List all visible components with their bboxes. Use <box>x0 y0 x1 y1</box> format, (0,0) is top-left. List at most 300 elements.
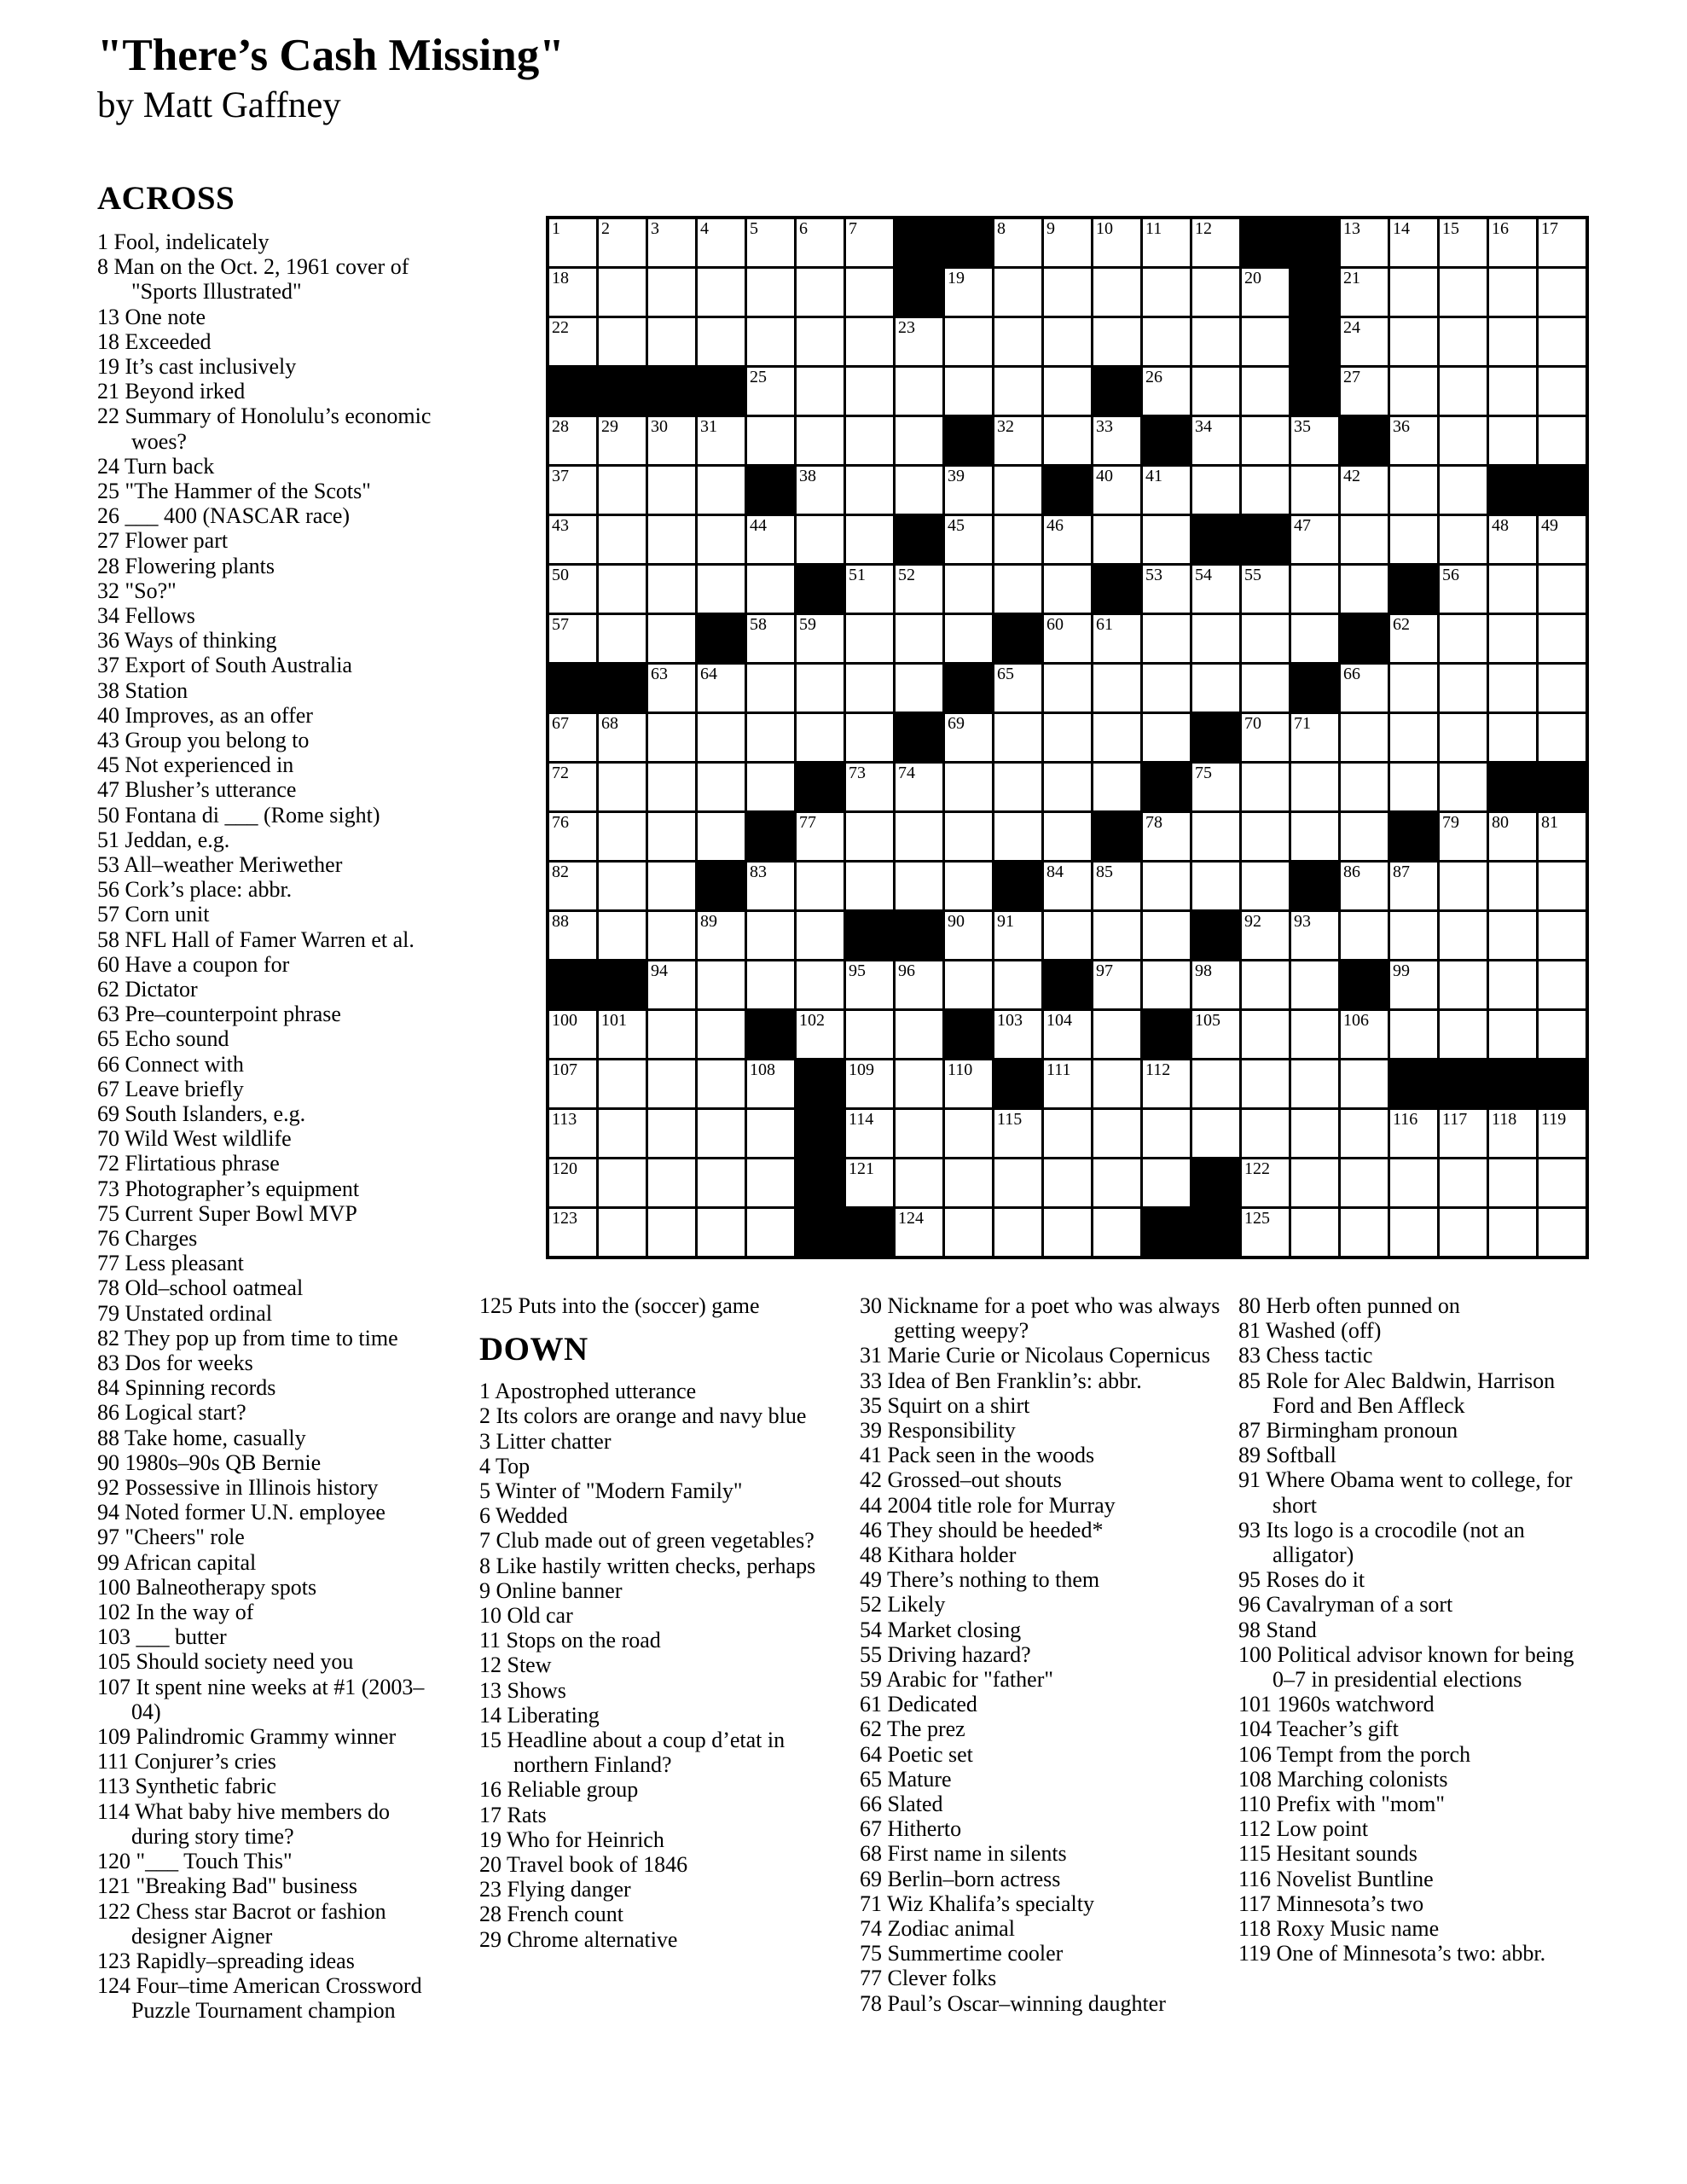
grid-cell[interactable] <box>747 368 794 415</box>
grid-cell[interactable] <box>797 1011 844 1058</box>
grid-cell[interactable] <box>1390 665 1437 712</box>
grid-cell[interactable] <box>994 1110 1041 1157</box>
grid-cell[interactable] <box>1143 863 1190 909</box>
grid-cell[interactable] <box>896 417 942 464</box>
grid-cell[interactable] <box>1440 566 1487 613</box>
grid-cell[interactable] <box>1440 1011 1487 1058</box>
grid-cell[interactable] <box>1390 368 1437 415</box>
grid-cell[interactable] <box>648 1110 695 1157</box>
grid-cell[interactable] <box>549 714 596 761</box>
grid-cell[interactable] <box>549 467 596 514</box>
grid-cell[interactable] <box>1143 615 1190 662</box>
grid-cell[interactable] <box>648 813 695 860</box>
grid-cell[interactable] <box>698 1209 745 1256</box>
grid-cell[interactable] <box>1093 1060 1140 1107</box>
grid-cell[interactable] <box>1440 665 1487 712</box>
grid-cell[interactable] <box>1093 516 1140 563</box>
grid-cell[interactable] <box>1044 1159 1091 1206</box>
grid-cell[interactable] <box>698 1159 745 1206</box>
grid-cell[interactable] <box>1093 219 1140 266</box>
grid-cell[interactable] <box>549 566 596 613</box>
grid-cell[interactable] <box>648 269 695 316</box>
grid-cell[interactable] <box>1341 566 1388 613</box>
grid-cell[interactable] <box>549 912 596 959</box>
grid-cell[interactable] <box>1093 1159 1140 1206</box>
grid-cell[interactable] <box>1192 813 1239 860</box>
grid-cell[interactable] <box>1440 764 1487 810</box>
grid-cell[interactable] <box>1093 912 1140 959</box>
grid-cell[interactable] <box>846 615 893 662</box>
grid-cell[interactable] <box>1143 1110 1190 1157</box>
grid-cell[interactable] <box>1489 1011 1536 1058</box>
grid-cell[interactable] <box>1044 615 1091 662</box>
grid-cell[interactable] <box>747 764 794 810</box>
grid-cell[interactable] <box>1044 1209 1091 1256</box>
grid-cell[interactable] <box>994 417 1041 464</box>
grid-cell[interactable] <box>1390 863 1437 909</box>
grid-cell[interactable] <box>698 269 745 316</box>
grid-cell[interactable] <box>846 417 893 464</box>
grid-cell[interactable] <box>599 813 646 860</box>
grid-cell[interactable] <box>1143 813 1190 860</box>
grid-cell[interactable] <box>1044 1060 1091 1107</box>
grid-cell[interactable] <box>896 566 942 613</box>
grid-cell[interactable] <box>1489 516 1536 563</box>
grid-cell[interactable] <box>1390 467 1437 514</box>
grid-cell[interactable] <box>1143 318 1190 365</box>
grid-cell[interactable] <box>1390 1159 1437 1206</box>
grid-cell[interactable] <box>1489 417 1536 464</box>
grid-cell[interactable] <box>1242 813 1289 860</box>
grid-cell[interactable] <box>1044 665 1091 712</box>
grid-cell[interactable] <box>1539 566 1586 613</box>
grid-cell[interactable] <box>1489 961 1536 1008</box>
grid-cell[interactable] <box>1044 764 1091 810</box>
grid-cell[interactable] <box>1440 714 1487 761</box>
grid-cell[interactable] <box>994 961 1041 1008</box>
grid-cell[interactable] <box>698 665 745 712</box>
grid-cell[interactable] <box>1440 912 1487 959</box>
grid-cell[interactable] <box>945 516 992 563</box>
grid-cell[interactable] <box>896 1110 942 1157</box>
grid-cell[interactable] <box>648 219 695 266</box>
grid-cell[interactable] <box>1390 1011 1437 1058</box>
grid-cell[interactable] <box>846 467 893 514</box>
grid-cell[interactable] <box>846 219 893 266</box>
grid-cell[interactable] <box>1242 961 1289 1008</box>
grid-cell[interactable] <box>846 318 893 365</box>
grid-cell[interactable] <box>599 863 646 909</box>
grid-cell[interactable] <box>797 516 844 563</box>
grid-cell[interactable] <box>747 1110 794 1157</box>
grid-cell[interactable] <box>1093 269 1140 316</box>
grid-cell[interactable] <box>1341 665 1388 712</box>
grid-cell[interactable] <box>698 318 745 365</box>
grid-cell[interactable] <box>797 665 844 712</box>
grid-cell[interactable] <box>1489 714 1536 761</box>
grid-cell[interactable] <box>994 912 1041 959</box>
grid-cell[interactable] <box>797 615 844 662</box>
grid-cell[interactable] <box>747 961 794 1008</box>
grid-cell[interactable] <box>994 566 1041 613</box>
grid-cell[interactable] <box>1489 912 1536 959</box>
grid-cell[interactable] <box>1440 516 1487 563</box>
grid-cell[interactable] <box>747 516 794 563</box>
grid-cell[interactable] <box>1093 714 1140 761</box>
grid-cell[interactable] <box>1093 467 1140 514</box>
grid-cell[interactable] <box>1143 665 1190 712</box>
grid-cell[interactable] <box>1539 912 1586 959</box>
grid-cell[interactable] <box>1390 615 1437 662</box>
grid-cell[interactable] <box>1539 318 1586 365</box>
grid-cell[interactable] <box>1291 1110 1338 1157</box>
grid-cell[interactable] <box>1242 1060 1289 1107</box>
grid-cell[interactable] <box>1093 1110 1140 1157</box>
grid-cell[interactable] <box>1192 318 1239 365</box>
grid-cell[interactable] <box>1291 961 1338 1008</box>
grid-cell[interactable] <box>1143 961 1190 1008</box>
grid-cell[interactable] <box>846 566 893 613</box>
grid-cell[interactable] <box>1489 665 1536 712</box>
grid-cell[interactable] <box>1489 368 1536 415</box>
grid-cell[interactable] <box>1093 764 1140 810</box>
grid-cell[interactable] <box>945 467 992 514</box>
grid-cell[interactable] <box>599 912 646 959</box>
grid-cell[interactable] <box>648 318 695 365</box>
grid-cell[interactable] <box>599 1060 646 1107</box>
grid-cell[interactable] <box>1440 219 1487 266</box>
grid-cell[interactable] <box>1044 863 1091 909</box>
grid-cell[interactable] <box>599 1011 646 1058</box>
grid-cell[interactable] <box>994 1011 1041 1058</box>
grid-cell[interactable] <box>599 1209 646 1256</box>
grid-cell[interactable] <box>797 368 844 415</box>
grid-cell[interactable] <box>1044 1011 1091 1058</box>
grid-cell[interactable] <box>648 764 695 810</box>
grid-cell[interactable] <box>1291 566 1338 613</box>
grid-cell[interactable] <box>797 813 844 860</box>
grid-cell[interactable] <box>994 1159 1041 1206</box>
grid-cell[interactable] <box>994 269 1041 316</box>
grid-cell[interactable] <box>1192 863 1239 909</box>
grid-cell[interactable] <box>648 615 695 662</box>
grid-cell[interactable] <box>846 863 893 909</box>
grid-cell[interactable] <box>1539 1110 1586 1157</box>
grid-cell[interactable] <box>1489 1110 1536 1157</box>
grid-cell[interactable] <box>1044 318 1091 365</box>
grid-cell[interactable] <box>1390 1209 1437 1256</box>
grid-cell[interactable] <box>1440 1209 1487 1256</box>
grid-cell[interactable] <box>1291 467 1338 514</box>
grid-cell[interactable] <box>1143 1060 1190 1107</box>
grid-cell[interactable] <box>846 665 893 712</box>
grid-cell[interactable] <box>549 1011 596 1058</box>
grid-cell[interactable] <box>1143 912 1190 959</box>
grid-cell[interactable] <box>797 961 844 1008</box>
grid-cell[interactable] <box>549 764 596 810</box>
grid-cell[interactable] <box>549 863 596 909</box>
grid-cell[interactable] <box>599 764 646 810</box>
grid-cell[interactable] <box>1341 813 1388 860</box>
grid-cell[interactable] <box>994 714 1041 761</box>
grid-cell[interactable] <box>1242 1110 1289 1157</box>
grid-cell[interactable] <box>1489 566 1536 613</box>
grid-cell[interactable] <box>1242 1159 1289 1206</box>
grid-cell[interactable] <box>1242 912 1289 959</box>
grid-cell[interactable] <box>1539 714 1586 761</box>
grid-cell[interactable] <box>698 467 745 514</box>
grid-cell[interactable] <box>945 912 992 959</box>
grid-cell[interactable] <box>747 219 794 266</box>
grid-cell[interactable] <box>1192 269 1239 316</box>
grid-cell[interactable] <box>747 665 794 712</box>
grid-cell[interactable] <box>797 467 844 514</box>
grid-cell[interactable] <box>1341 764 1388 810</box>
grid-cell[interactable] <box>1192 1110 1239 1157</box>
grid-cell[interactable] <box>846 1159 893 1206</box>
grid-cell[interactable] <box>896 863 942 909</box>
grid-cell[interactable] <box>648 912 695 959</box>
grid-cell[interactable] <box>1242 566 1289 613</box>
grid-cell[interactable] <box>1341 269 1388 316</box>
grid-cell[interactable] <box>1539 615 1586 662</box>
grid-cell[interactable] <box>1192 665 1239 712</box>
grid-cell[interactable] <box>1341 912 1388 959</box>
grid-cell[interactable] <box>648 961 695 1008</box>
grid-cell[interactable] <box>1489 219 1536 266</box>
grid-cell[interactable] <box>1192 566 1239 613</box>
grid-cell[interactable] <box>846 961 893 1008</box>
grid-cell[interactable] <box>599 714 646 761</box>
grid-cell[interactable] <box>1192 615 1239 662</box>
grid-cell[interactable] <box>747 318 794 365</box>
grid-cell[interactable] <box>945 1209 992 1256</box>
grid-cell[interactable] <box>1440 318 1487 365</box>
grid-cell[interactable] <box>1093 665 1140 712</box>
grid-cell[interactable] <box>1489 318 1536 365</box>
grid-cell[interactable] <box>945 1060 992 1107</box>
grid-cell[interactable] <box>797 714 844 761</box>
grid-cell[interactable] <box>1093 318 1140 365</box>
grid-cell[interactable] <box>1044 269 1091 316</box>
grid-cell[interactable] <box>1390 714 1437 761</box>
grid-cell[interactable] <box>994 516 1041 563</box>
grid-cell[interactable] <box>846 714 893 761</box>
grid-cell[interactable] <box>896 1011 942 1058</box>
grid-cell[interactable] <box>1242 714 1289 761</box>
grid-cell[interactable] <box>994 219 1041 266</box>
grid-cell[interactable] <box>797 318 844 365</box>
grid-cell[interactable] <box>1192 961 1239 1008</box>
grid-cell[interactable] <box>994 318 1041 365</box>
grid-cell[interactable] <box>945 318 992 365</box>
grid-cell[interactable] <box>549 1110 596 1157</box>
grid-cell[interactable] <box>599 417 646 464</box>
grid-cell[interactable] <box>1440 467 1487 514</box>
grid-cell[interactable] <box>1143 219 1190 266</box>
grid-cell[interactable] <box>1341 368 1388 415</box>
grid-cell[interactable] <box>1390 912 1437 959</box>
grid-cell[interactable] <box>1291 764 1338 810</box>
grid-cell[interactable] <box>1192 1011 1239 1058</box>
grid-cell[interactable] <box>1539 368 1586 415</box>
grid-cell[interactable] <box>698 813 745 860</box>
grid-cell[interactable] <box>1242 417 1289 464</box>
grid-cell[interactable] <box>1489 1159 1536 1206</box>
grid-cell[interactable] <box>1489 615 1536 662</box>
grid-cell[interactable] <box>896 764 942 810</box>
grid-cell[interactable] <box>747 1209 794 1256</box>
grid-cell[interactable] <box>1192 764 1239 810</box>
grid-cell[interactable] <box>648 665 695 712</box>
grid-cell[interactable] <box>1440 269 1487 316</box>
grid-cell[interactable] <box>1242 1209 1289 1256</box>
grid-cell[interactable] <box>1093 863 1140 909</box>
grid-cell[interactable] <box>1143 516 1190 563</box>
grid-cell[interactable] <box>846 764 893 810</box>
grid-cell[interactable] <box>846 1110 893 1157</box>
grid-cell[interactable] <box>1489 269 1536 316</box>
grid-cell[interactable] <box>1242 1011 1289 1058</box>
grid-cell[interactable] <box>896 813 942 860</box>
grid-cell[interactable] <box>1539 269 1586 316</box>
grid-cell[interactable] <box>1242 615 1289 662</box>
grid-cell[interactable] <box>846 1011 893 1058</box>
grid-cell[interactable] <box>1143 714 1190 761</box>
grid-cell[interactable] <box>945 368 992 415</box>
grid-cell[interactable] <box>1440 1110 1487 1157</box>
grid-cell[interactable] <box>846 1060 893 1107</box>
grid-cell[interactable] <box>1291 516 1338 563</box>
grid-cell[interactable] <box>1192 368 1239 415</box>
grid-cell[interactable] <box>1341 318 1388 365</box>
grid-cell[interactable] <box>599 219 646 266</box>
grid-cell[interactable] <box>945 961 992 1008</box>
grid-cell[interactable] <box>896 615 942 662</box>
grid-cell[interactable] <box>549 219 596 266</box>
grid-cell[interactable] <box>1143 269 1190 316</box>
grid-cell[interactable] <box>945 863 992 909</box>
grid-cell[interactable] <box>1044 813 1091 860</box>
grid-cell[interactable] <box>1390 961 1437 1008</box>
grid-cell[interactable] <box>1143 1159 1190 1206</box>
grid-cell[interactable] <box>994 368 1041 415</box>
grid-cell[interactable] <box>1242 665 1289 712</box>
grid-cell[interactable] <box>945 269 992 316</box>
grid-cell[interactable] <box>698 764 745 810</box>
grid-cell[interactable] <box>549 269 596 316</box>
grid-cell[interactable] <box>1044 368 1091 415</box>
grid-cell[interactable] <box>994 467 1041 514</box>
grid-cell[interactable] <box>1440 417 1487 464</box>
grid-cell[interactable] <box>747 1060 794 1107</box>
grid-cell[interactable] <box>1390 417 1437 464</box>
grid-cell[interactable] <box>599 615 646 662</box>
grid-cell[interactable] <box>599 516 646 563</box>
grid-cell[interactable] <box>698 961 745 1008</box>
grid-cell[interactable] <box>1044 219 1091 266</box>
grid-cell[interactable] <box>945 1110 992 1157</box>
grid-cell[interactable] <box>1093 1011 1140 1058</box>
grid-cell[interactable] <box>1341 1209 1388 1256</box>
grid-cell[interactable] <box>846 269 893 316</box>
grid-cell[interactable] <box>945 1159 992 1206</box>
grid-cell[interactable] <box>599 269 646 316</box>
grid-cell[interactable] <box>846 813 893 860</box>
grid-cell[interactable] <box>1291 714 1338 761</box>
grid-cell[interactable] <box>549 516 596 563</box>
grid-cell[interactable] <box>1440 1159 1487 1206</box>
grid-cell[interactable] <box>1192 467 1239 514</box>
grid-cell[interactable] <box>549 1159 596 1206</box>
grid-cell[interactable] <box>1390 764 1437 810</box>
grid-cell[interactable] <box>1440 863 1487 909</box>
grid-cell[interactable] <box>747 566 794 613</box>
grid-cell[interactable] <box>1390 219 1437 266</box>
grid-cell[interactable] <box>1291 1011 1338 1058</box>
grid-cell[interactable] <box>1539 1209 1586 1256</box>
grid-cell[interactable] <box>549 1060 596 1107</box>
grid-cell[interactable] <box>648 566 695 613</box>
grid-cell[interactable] <box>698 516 745 563</box>
grid-cell[interactable] <box>945 566 992 613</box>
grid-cell[interactable] <box>994 764 1041 810</box>
grid-cell[interactable] <box>896 961 942 1008</box>
grid-cell[interactable] <box>797 863 844 909</box>
grid-cell[interactable] <box>1440 813 1487 860</box>
grid-cell[interactable] <box>599 467 646 514</box>
grid-cell[interactable] <box>747 912 794 959</box>
grid-cell[interactable] <box>1044 566 1091 613</box>
grid-cell[interactable] <box>1093 615 1140 662</box>
grid-cell[interactable] <box>1291 1209 1338 1256</box>
grid-cell[interactable] <box>698 1060 745 1107</box>
grid-cell[interactable] <box>747 714 794 761</box>
grid-cell[interactable] <box>1242 318 1289 365</box>
grid-cell[interactable] <box>1341 219 1388 266</box>
grid-cell[interactable] <box>1341 863 1388 909</box>
grid-cell[interactable] <box>698 219 745 266</box>
grid-cell[interactable] <box>1440 368 1487 415</box>
grid-cell[interactable] <box>1242 467 1289 514</box>
grid-cell[interactable] <box>896 1209 942 1256</box>
grid-cell[interactable] <box>1341 467 1388 514</box>
grid-cell[interactable] <box>945 764 992 810</box>
grid-cell[interactable] <box>1044 417 1091 464</box>
grid-cell[interactable] <box>1539 665 1586 712</box>
grid-cell[interactable] <box>549 417 596 464</box>
grid-cell[interactable] <box>1390 318 1437 365</box>
grid-cell[interactable] <box>896 318 942 365</box>
grid-cell[interactable] <box>1143 566 1190 613</box>
grid-cell[interactable] <box>1539 219 1586 266</box>
grid-cell[interactable] <box>1539 1159 1586 1206</box>
grid-cell[interactable] <box>1539 1011 1586 1058</box>
grid-cell[interactable] <box>1242 863 1289 909</box>
grid-cell[interactable] <box>698 912 745 959</box>
grid-cell[interactable] <box>1539 863 1586 909</box>
grid-cell[interactable] <box>599 1110 646 1157</box>
grid-cell[interactable] <box>648 1159 695 1206</box>
grid-cell[interactable] <box>797 417 844 464</box>
grid-cell[interactable] <box>1341 714 1388 761</box>
grid-cell[interactable] <box>1341 516 1388 563</box>
grid-cell[interactable] <box>698 1110 745 1157</box>
grid-cell[interactable] <box>1242 764 1289 810</box>
grid-cell[interactable] <box>1341 1011 1388 1058</box>
grid-cell[interactable] <box>1044 714 1091 761</box>
grid-cell[interactable] <box>1291 1060 1338 1107</box>
